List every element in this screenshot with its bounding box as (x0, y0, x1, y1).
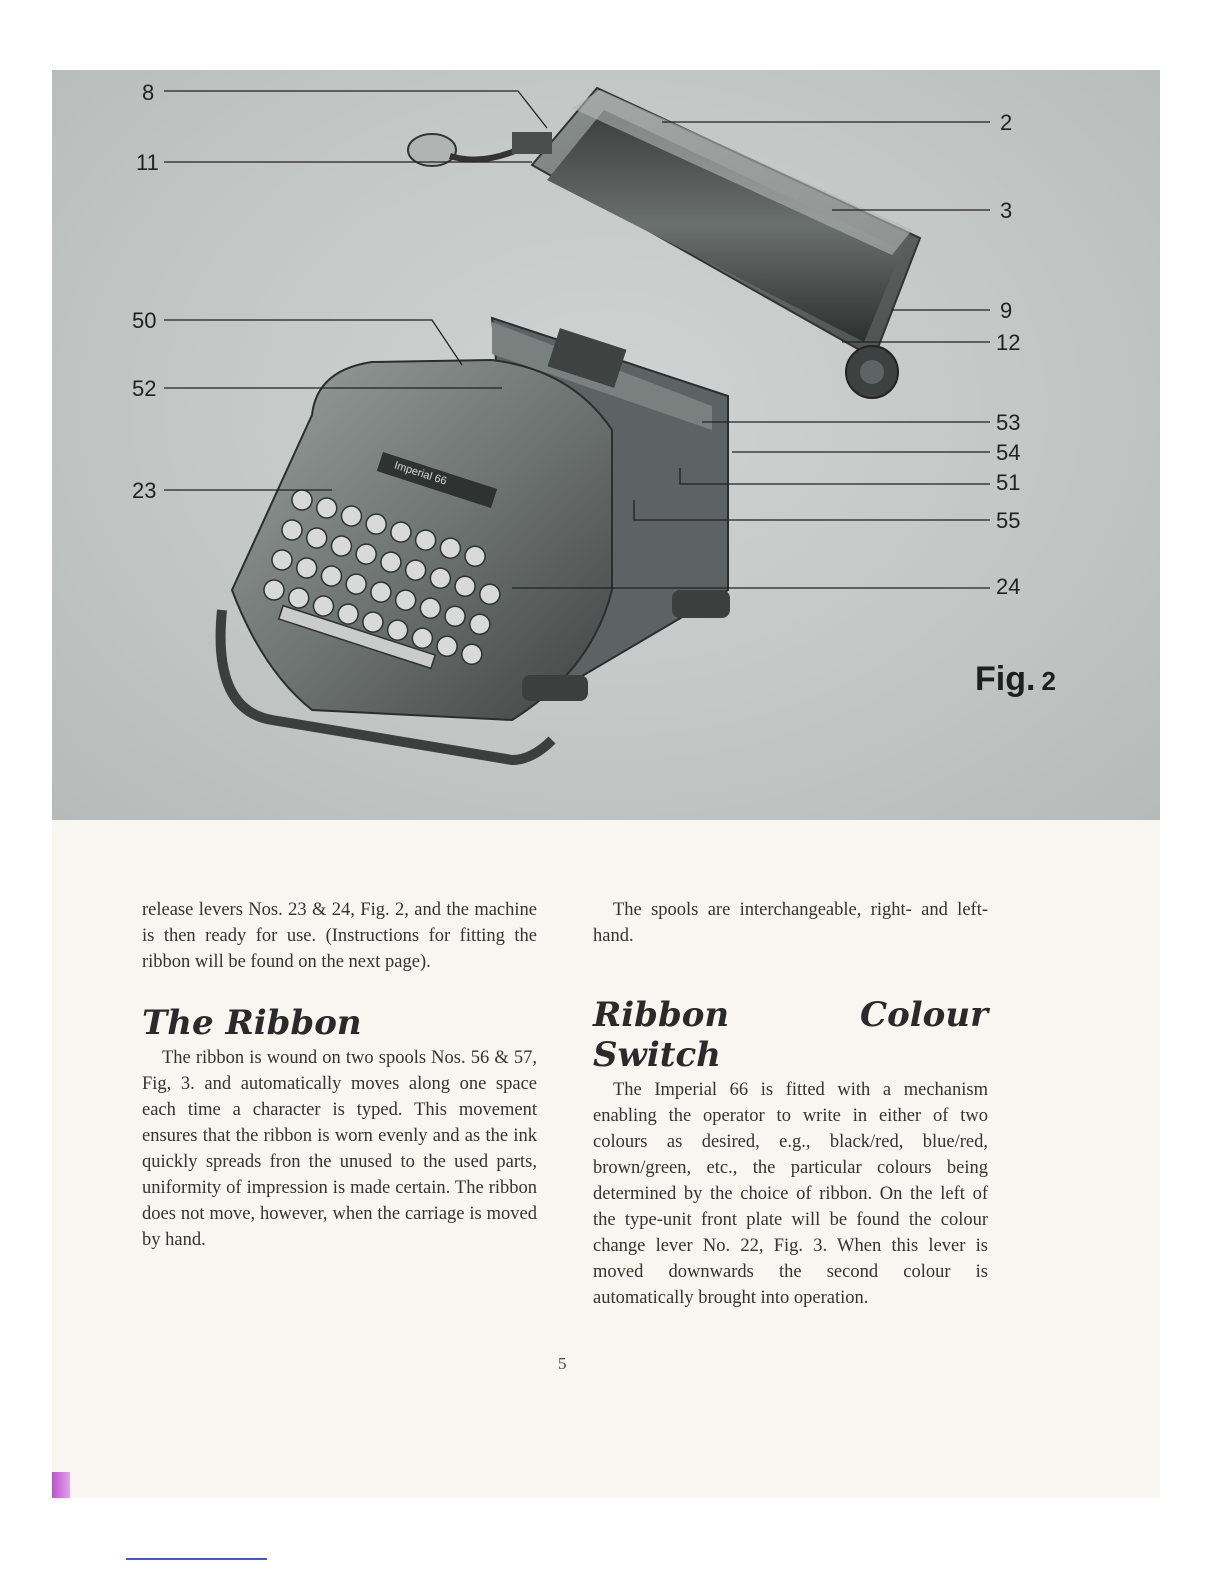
spools-paragraph: The spools are interchangeable, right- and left-hand. (593, 900, 988, 946)
callout-3: 3 (1000, 198, 1013, 223)
callout-8: 8 (142, 80, 155, 105)
figure-caption-label: Fig. (975, 660, 1036, 698)
machine-body (221, 318, 730, 760)
typewriter-illustration (52, 70, 1160, 820)
callout-51: 51 (996, 470, 1021, 495)
ribbon-paragraph: The ribbon is wound on two spools Nos. 56 & 57, Fig, 3. and automatically moves along one space each time a character is typed. This movement ensures that the ribbon is worn evenly and as the ink quickly spreads fron the unused to the used parts, uniformity of impression is made certain. The ribbon does not move, however, when the carriage is moved by hand. (142, 1048, 537, 1250)
left-paragraph-continued: release levers Nos. 23 & 24, Fig. 2, and the machine is then ready for use. (Instructions for fitting the ribbon will be found on the next page). (142, 900, 537, 972)
right-column (593, 897, 988, 1311)
typewriter-photo (52, 70, 1160, 820)
bottom-rule (126, 1558, 267, 1560)
callout-12: 12 (996, 330, 1021, 355)
figure-caption (975, 660, 1056, 699)
nameplate-text: Imperial 66 (392, 459, 449, 488)
colour-switch-paragraph: The Imperial 66 is fitted with a mechanism enabling the operator to write in either of two colours as desired, e.g., black/red, blue/red, brown/green, etc., the particular colours being determined by the choice of ribbon. On the left of the type-unit front plate will be found the colour change lever No. 22, Fig. 3. When this lever is moved downwards the second colour is automatically brought into operation. (593, 1080, 988, 1308)
left-column (142, 897, 537, 1253)
callout-2: 2 (1000, 110, 1013, 135)
callout-23: 23 (132, 478, 157, 503)
carriage (408, 88, 920, 398)
corner-mark (52, 1472, 70, 1498)
callout-24: 24 (996, 574, 1021, 599)
heading-ribbon-colour-switch: Ribbon Colour Switch (593, 995, 988, 1075)
callout-50: 50 (132, 308, 157, 333)
callout-55: 55 (996, 508, 1021, 533)
page-number: 5 (558, 1354, 567, 1373)
callout-54: 54 (996, 440, 1021, 465)
heading-the-ribbon: The Ribbon (142, 1003, 362, 1043)
figure-caption-number: 2 (1041, 666, 1056, 696)
callout-53: 53 (996, 410, 1021, 435)
callout-11: 11 (136, 150, 159, 175)
callout-52: 52 (132, 376, 157, 401)
callout-9: 9 (1000, 298, 1013, 323)
